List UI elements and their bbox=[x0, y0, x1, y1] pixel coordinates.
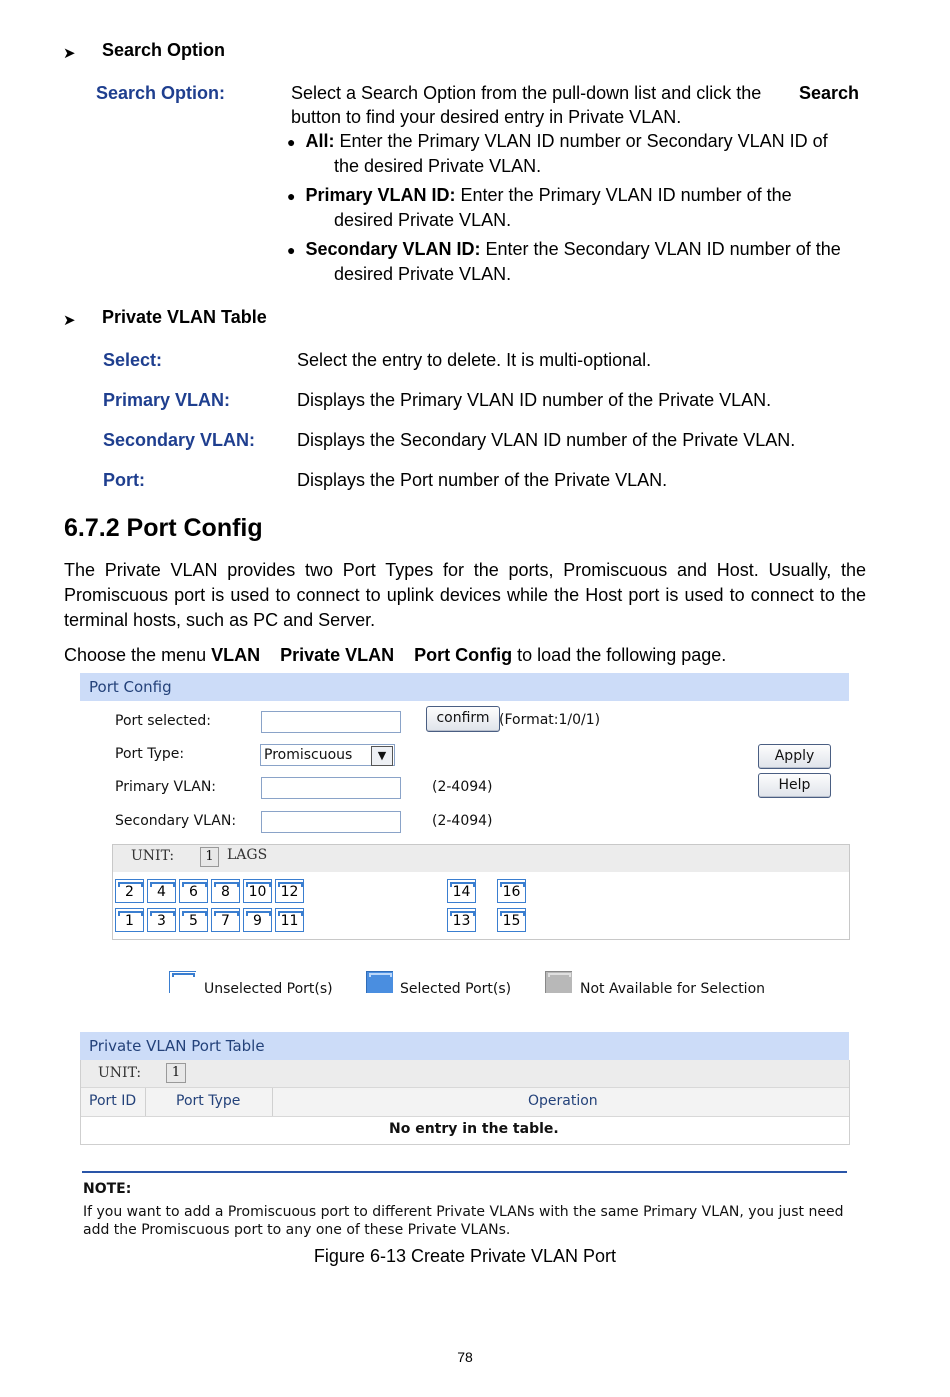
unselected-port-icon bbox=[169, 971, 196, 993]
secondary-vlan-label: Secondary VLAN: bbox=[115, 813, 237, 829]
help-button[interactable]: Help bbox=[758, 773, 831, 798]
chevron-right-icon: ➤ bbox=[63, 45, 76, 62]
table-unit-selector[interactable]: 1 bbox=[166, 1063, 186, 1083]
selected-port-icon bbox=[366, 971, 393, 993]
primary-vlan-term: Primary VLAN: bbox=[103, 390, 231, 410]
port-10[interactable]: 10 bbox=[243, 879, 272, 903]
port-5[interactable]: 5 bbox=[179, 908, 208, 932]
port-config-header: Port Config bbox=[80, 673, 849, 701]
search-option-desc: Select a Search Option from the pull-down list and click the Search button to find your desired entry in Private VLAN. bbox=[291, 83, 859, 127]
port-14[interactable]: 14 bbox=[447, 879, 476, 903]
port-16[interactable]: 16 bbox=[497, 879, 526, 903]
select-term: Select: bbox=[103, 350, 163, 370]
note-title: NOTE: bbox=[83, 1181, 132, 1197]
search-option-bullet: ● All: Enter the Primary VLAN ID number or Secondary VLAN ID of the desired Private VLAN. bbox=[287, 131, 828, 176]
column-operation: Operation bbox=[528, 1093, 598, 1109]
port-term: Port: bbox=[103, 470, 145, 490]
secondary-vlan-range: (2-4094) bbox=[432, 813, 493, 829]
port-8[interactable]: 8 bbox=[211, 879, 240, 903]
select-desc: Select the entry to delete. It is multi-optional. bbox=[297, 350, 652, 370]
primary-vlan-desc: Displays the Primary VLAN ID number of the Private VLAN. bbox=[297, 390, 772, 410]
chevron-down-icon: ▼ bbox=[371, 746, 393, 766]
menu-instruction: Choose the menu VLAN Private VLAN Port Config to load the following page. bbox=[64, 645, 727, 665]
search-option-bullet: ● Secondary VLAN ID: Enter the Secondary VLAN ID number of the desired Private VLAN. bbox=[287, 239, 841, 284]
port-13[interactable]: 13 bbox=[447, 908, 476, 932]
port-type-label: Port Type: bbox=[115, 746, 185, 762]
figure-caption: Figure 6-13 Create Private VLAN Port bbox=[313, 1246, 617, 1266]
pvlan-port-table-header: Private VLAN Port Table bbox=[80, 1032, 849, 1060]
primary-vlan-label: Primary VLAN: bbox=[115, 779, 217, 795]
lags-link[interactable]: LAGS bbox=[227, 847, 268, 863]
legend-unselected: Unselected Port(s) bbox=[204, 981, 333, 997]
port-6[interactable]: 6 bbox=[179, 879, 208, 903]
unavailable-port-icon bbox=[545, 971, 572, 993]
port-desc: Displays the Port number of the Private VLAN. bbox=[297, 470, 668, 490]
search-option-heading: Search Option bbox=[102, 40, 226, 60]
note-text: If you want to add a Promiscuous port to different Private VLANs with the same Primary VLAN, you just need add the Promiscuous port to any one of these Private VLANs. bbox=[83, 1204, 844, 1238]
port-4[interactable]: 4 bbox=[147, 879, 176, 903]
port-9[interactable]: 9 bbox=[243, 908, 272, 932]
format-hint: (Format:1/0/1) bbox=[499, 712, 601, 728]
legend-not-available: Not Available for Selection bbox=[580, 981, 766, 997]
search-option-term: Search Option: bbox=[96, 83, 226, 103]
empty-table-message: No entry in the table. bbox=[389, 1121, 559, 1137]
primary-vlan-input[interactable] bbox=[261, 777, 401, 799]
port-12[interactable]: 12 bbox=[275, 879, 304, 903]
section-title: 6.7.2 Port Config bbox=[64, 514, 263, 542]
unit-selector[interactable]: 1 bbox=[200, 847, 219, 867]
secondary-vlan-input[interactable] bbox=[261, 811, 401, 833]
unit-label: UNIT: bbox=[131, 848, 175, 864]
column-port-id: Port ID bbox=[89, 1093, 137, 1109]
column-port-type: Port Type bbox=[176, 1093, 241, 1109]
search-option-bullet: ● Primary VLAN ID: Enter the Primary VLAN ID number of the desired Private VLAN. bbox=[287, 185, 792, 230]
table-unit-label: UNIT: bbox=[98, 1065, 142, 1081]
section-paragraph: The Private VLAN provides two Port Types for the ports, Promiscuous and Host. Usually, the Promiscuous port is used to connect to uplink devices while the Host port is used to connect to the terminal hosts, such as PC and Server. bbox=[64, 560, 866, 630]
port-2[interactable]: 2 bbox=[115, 879, 144, 903]
legend-selected: Selected Port(s) bbox=[400, 981, 512, 997]
confirm-button[interactable]: confirm bbox=[426, 706, 500, 732]
port-11[interactable]: 11 bbox=[275, 908, 304, 932]
pvlan-table-heading: Private VLAN Table bbox=[102, 307, 267, 327]
secondary-vlan-desc: Displays the Secondary VLAN ID number of the Private VLAN. bbox=[297, 430, 796, 450]
chevron-right-icon: ➤ bbox=[63, 312, 76, 329]
port-7[interactable]: 7 bbox=[211, 908, 240, 932]
port-selected-input[interactable] bbox=[261, 711, 401, 733]
page-number: 78 bbox=[457, 1349, 473, 1365]
primary-vlan-range: (2-4094) bbox=[432, 779, 493, 795]
port-type-select[interactable]: Promiscuous ▼ bbox=[260, 744, 395, 766]
note-rule bbox=[82, 1171, 847, 1173]
port-3[interactable]: 3 bbox=[147, 908, 176, 932]
port-1[interactable]: 1 bbox=[115, 908, 144, 932]
port-15[interactable]: 15 bbox=[497, 908, 526, 932]
secondary-vlan-term: Secondary VLAN: bbox=[103, 430, 256, 450]
port-selected-label: Port selected: bbox=[115, 713, 212, 729]
apply-button[interactable]: Apply bbox=[758, 744, 831, 769]
